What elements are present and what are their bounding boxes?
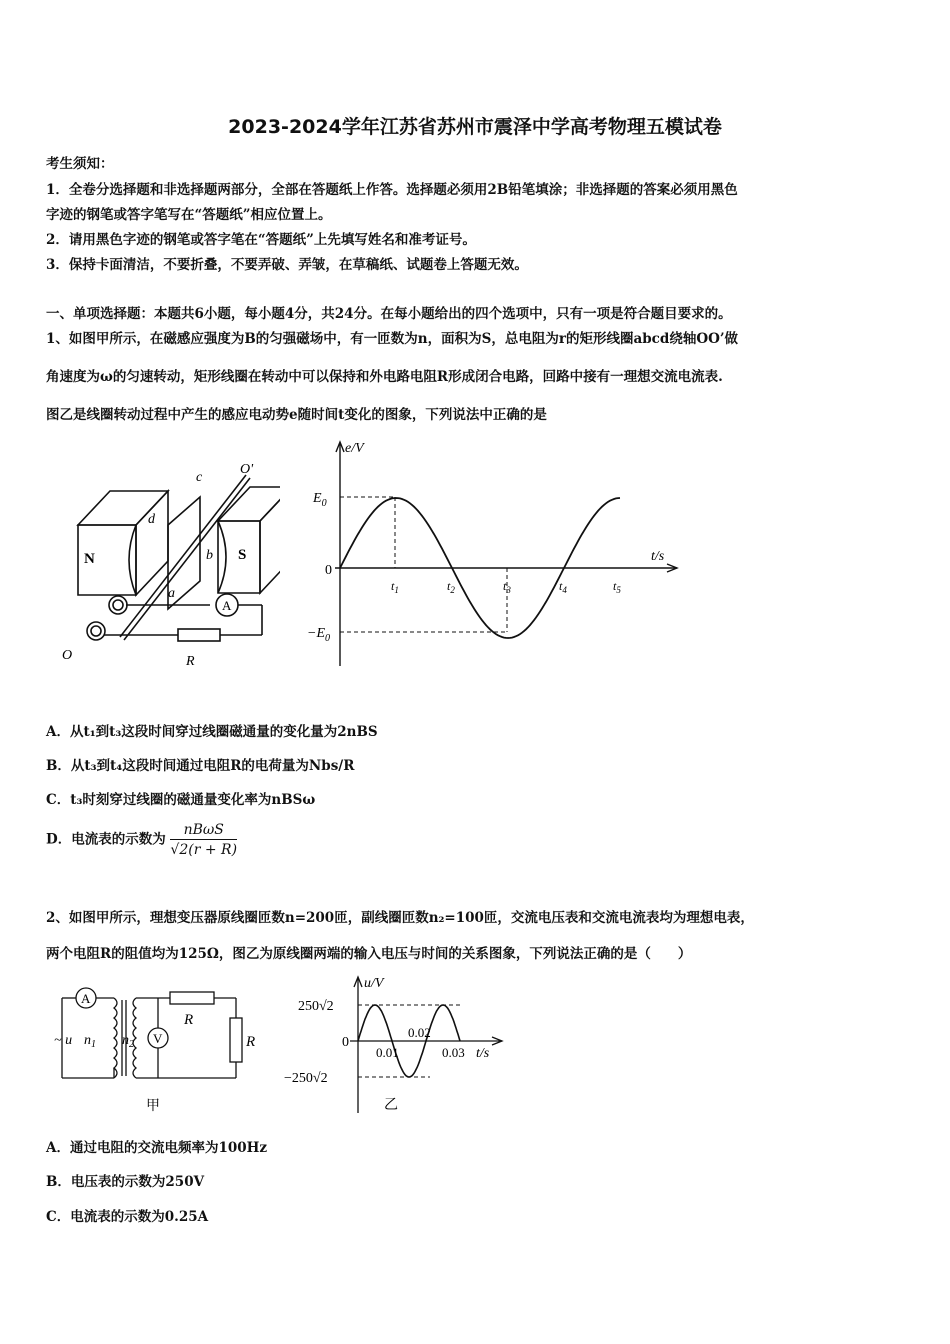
- resistor-label: R: [186, 654, 195, 669]
- q1-option-d: [46, 822, 237, 858]
- q1-line-3: 图乙是线圈转动过程中产生的感应电动势e随时间t变化的图象，下列说法中正确的是: [46, 407, 547, 423]
- tick-t4: $t_4$: [559, 579, 567, 595]
- tick-0-03: 0.03: [442, 1045, 465, 1060]
- q2-line-2: 两个电阻R的阻值均为125Ω，图乙为原线圈两端的输入电压与时间的关系图象，下列说法正确的是（ ）: [46, 946, 692, 962]
- q1-option-c: C．t₃时刻穿过线圈的磁通量变化率为nBSω: [46, 792, 316, 808]
- tick-t2: $t_2$: [447, 579, 455, 595]
- axis-y-label: u/V: [364, 976, 384, 991]
- tick-t1: $t_1$: [391, 579, 399, 595]
- figure-caption-jia: 甲: [146, 1099, 160, 1114]
- q2-line-1: 2、如图甲所示，理想变压器原线圈匝数n=200匝，副线圈匝数n₂=100匝，交流电压表和交流电流表均为理想电表，: [46, 910, 754, 926]
- fraction-denominator: √2(r + R): [170, 842, 238, 858]
- figure-caption-yi: 乙: [384, 1098, 398, 1113]
- n2-label: $n_2$: [122, 1033, 134, 1050]
- label-o-prime: O': [240, 462, 254, 477]
- tick-t3: $t_3$: [503, 579, 511, 595]
- tick-t5: $t_5$: [613, 579, 621, 595]
- q2-option-b: B．电压表的示数为250V: [46, 1174, 205, 1190]
- q1-line-1: 1、如图甲所示，在磁感应强度为B的匀强磁场中，有一匝数为n，面积为S，总电阻为r的矩形线圈abcd绕轴OO’做: [46, 331, 739, 347]
- input-voltage-label: ~ u: [54, 1033, 73, 1048]
- axis-y-label: e/V: [345, 441, 364, 456]
- notice-heading: 考生须知：: [46, 156, 114, 172]
- q1-generator-figure: [50, 445, 280, 675]
- label-neg-e0: $-E_0$: [307, 626, 330, 644]
- q2-option-a: A．通过电阻的交流电频率为100Hz: [46, 1140, 268, 1156]
- q1-option-d-label: D．电流表的示数为: [46, 831, 166, 848]
- notice-item-2: 2．请用黑色字迹的钢笔或答字笔在“答题纸”上先填写姓名和准考证号。: [46, 232, 476, 248]
- label-top-value: 250√2: [298, 999, 334, 1014]
- notice-item-1: 1．全卷分选择题和非选择题两部分，全部在答题纸上作答。选择题必须用2B铅笔填涂；非选择题的答案必须用黑色: [46, 182, 738, 198]
- q1-line-2: 角速度为ω的匀速转动，矩形线圈在转动中可以保持和外电路电阻R形成闭合电路，回路中接有一理想交流电流表.: [46, 369, 723, 385]
- label-bottom-value: −250√2: [284, 1071, 328, 1086]
- axis-x-label: t/s: [651, 549, 665, 564]
- ammeter-label: A: [222, 598, 232, 613]
- q1-option-d-fraction: [170, 822, 237, 858]
- label-origin: 0: [342, 1035, 349, 1050]
- section-heading: 一、单项选择题：本题共6小题，每小题4分，共24分。在每小题给出的四个选项中，只有一项是符合题目要求的。: [46, 306, 732, 322]
- resistor-label-1: R: [184, 1012, 194, 1028]
- tick-0-02: 0.02: [408, 1025, 431, 1040]
- q1-option-b: B．从t₃到t₄这段时间通过电阻R的电荷量为Nbs/R: [46, 758, 355, 774]
- label-s: S: [238, 547, 247, 563]
- label-a: a: [168, 586, 175, 601]
- ammeter-label: A: [81, 991, 91, 1006]
- resistor-label-2: R: [246, 1034, 256, 1050]
- label-c: c: [196, 470, 203, 485]
- page-title: 2023-2024学年江苏省苏州市震泽中学高考物理五模试卷: [228, 116, 722, 138]
- axis-x-label: t/s: [476, 1046, 490, 1061]
- voltmeter-label: V: [153, 1031, 163, 1046]
- label-o: O: [62, 648, 73, 663]
- notice-item-3: 3．保持卡面清洁，不要折叠，不要弄破、弄皱，在草稿纸、试题卷上答题无效。: [46, 257, 528, 273]
- q2-option-c: C．电流表的示数为0.25A: [46, 1209, 209, 1225]
- q1-emf-graph: [305, 436, 685, 672]
- tick-0-01: 0.01: [376, 1045, 399, 1060]
- label-b: b: [206, 548, 213, 563]
- label-origin: 0: [325, 563, 332, 578]
- q2-voltage-graph: [280, 975, 510, 1115]
- label-e0: $E_0$: [313, 491, 327, 509]
- n1-label: $n_1$: [84, 1033, 96, 1050]
- fraction-numerator: nBωS: [170, 822, 237, 840]
- q2-transformer-circuit: [50, 982, 270, 1118]
- label-d: d: [148, 512, 155, 527]
- notice-item-1-cont: 字迹的钢笔或答字笔写在“答题纸”相应位置上。: [46, 207, 332, 223]
- label-n: N: [84, 551, 95, 567]
- q1-option-a: A．从t₁到t₃这段时间穿过线圈磁通量的变化量为2nBS: [46, 724, 378, 740]
